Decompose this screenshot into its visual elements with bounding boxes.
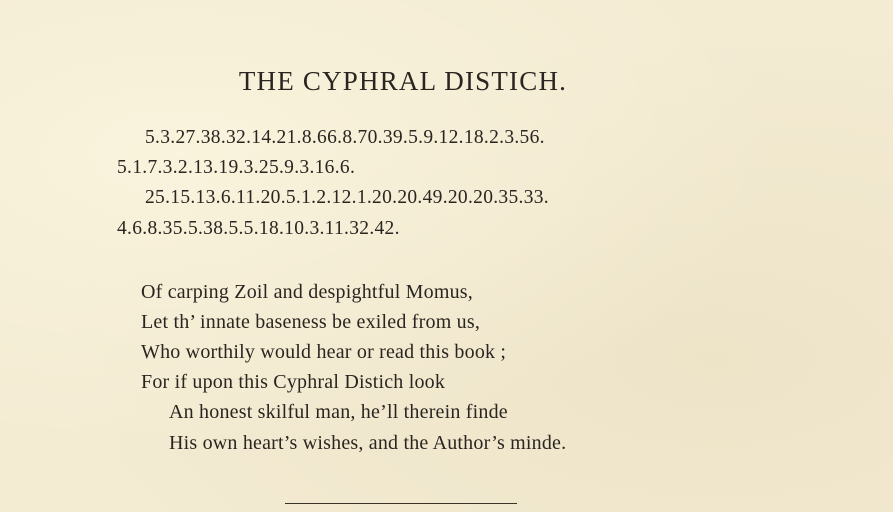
cipher-line-1: 5.3.27.38.32.14.21.8.66.8.70.39.5.9.12.18.2.3.56. — [145, 127, 545, 148]
verse-line-3: Who worthily would hear or read this book ; — [141, 341, 507, 363]
section-divider — [285, 503, 517, 504]
cipher-line-2: 5.1.7.3.2.13.19.3.25.9.3.16.6. — [117, 157, 356, 178]
cipher-line-4: 4.6.8.35.5.38.5.5.18.10.3.11.32.42. — [117, 218, 400, 239]
verse-line-6: His own heart’s wishes, and the Author’s minde. — [169, 432, 567, 454]
page-title: THE CYPHRAL DISTICH. — [238, 66, 568, 96]
cipher-line-3: 25.15.13.6.11.20.5.1.2.12.1.20.20.49.20.20.35.33. — [145, 187, 549, 208]
verse-line-1: Of carping Zoil and despightful Momus, — [141, 281, 473, 303]
verse-line-5: An honest skilful man, he’ll therein finde — [169, 401, 508, 423]
verse-line-2: Let th’ innate baseness be exiled from us, — [141, 311, 481, 333]
verse-line-4: For if upon this Cyphral Distich look — [141, 371, 446, 393]
